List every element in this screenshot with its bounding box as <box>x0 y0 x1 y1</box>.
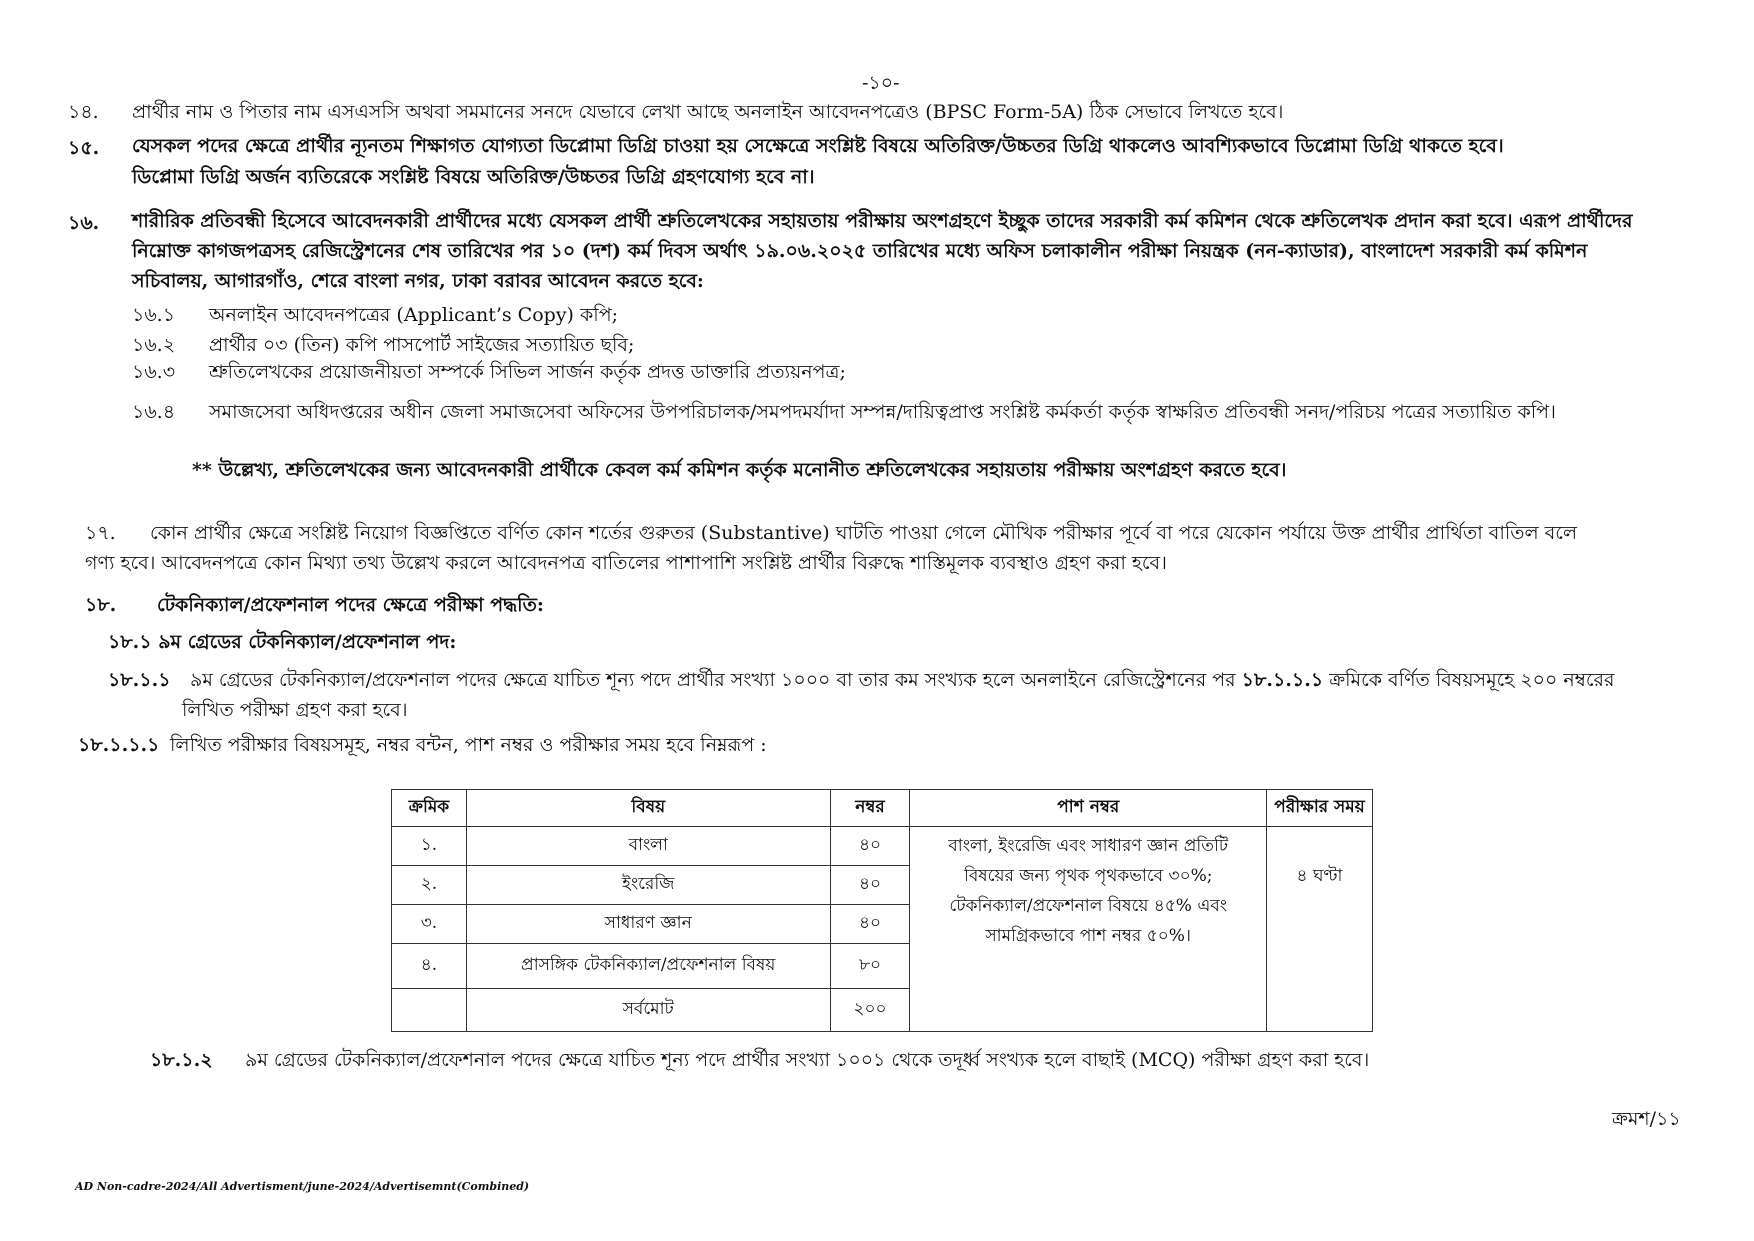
header-pass-marks: পাশ নম্বর <box>910 790 1267 827</box>
item-16-3-text: শ্রুতিলেখকের প্রয়োজনীয়তা সম্পর্কে সিভিল সার্জন কর্তৃক প্রদত্ত ডাক্তারি প্রত্যয়নপত্র; <box>209 361 846 383</box>
item-18-1-1-text-b: ক্রমিকে বর্ণিত বিষয়সমূহে ২০০ নম্বরের <box>1329 669 1615 691</box>
pass-line: বিষয়ের জন্য পৃথক পৃথকভাবে ৩০%; <box>963 866 1213 886</box>
subject-cell: ইংরেজি <box>466 866 830 905</box>
continued-marker: ক্রমশ/১১ <box>1612 1108 1681 1130</box>
exam-time-cell <box>1267 827 1373 1032</box>
exam-table <box>391 789 1373 1032</box>
item-18-1-1-line-2: লিখিত পরীক্ষা গ্রহণ করা হবে। <box>182 699 408 721</box>
item-16-2-text: প্রার্থীর ০৩ (তিন) কপি পাসপোর্ট সাইজের সত্যায়িত ছবি; <box>209 334 635 356</box>
table-row <box>392 827 1373 866</box>
item-16-4-text: সমাজসেবা অধিদপ্তরের অধীন জেলা সমাজসেবা অফিসের উপপরিচালক/সমপদমর্যাদা সম্পন্ন/দায়িত্বপ্রাপ্ত সংশ্লিষ্ট কর্মকর্তা কর্তৃক স্বাক্ষরিত প্রতিবন্ধী সনদ/পরিচয় পত্রের সত্যায়িত কপি। <box>209 401 1556 423</box>
pass-line: সামগ্রিকভাবে পাশ নম্বর ৫০%। <box>985 926 1192 946</box>
item-18-title: টেকনিক্যাল/প্রফেশনাল পদের ক্ষেত্রে পরীক্ষা পদ্ধতি: <box>157 594 544 616</box>
header-marks: নম্বর <box>830 790 910 827</box>
item-17-number: ১৭. <box>85 522 116 544</box>
serial-cell: ২. <box>392 866 467 905</box>
item-18-1-2-text: ৯ম গ্রেডের টেকনিক্যাল/প্রফেশনাল পদের ক্ষেত্রে যাচিত শূন্য পদে প্রার্থীর সংখ্যা ১০০১ থেকে তদূর্ধ্ব সংখ্যক হলে বাছাই (MCQ) পরীক্ষা গ্রহণ করা হবে। <box>245 1049 1370 1071</box>
item-16-1-number: ১৬.১ <box>132 304 176 326</box>
total-label-cell: সর্বমোট <box>466 989 830 1032</box>
serial-cell: ৩. <box>392 905 467 944</box>
item-14-number: ১৪. <box>68 101 99 123</box>
page-number: -১০- <box>862 72 900 94</box>
serial-cell-empty <box>392 989 467 1032</box>
serial-cell: ১. <box>392 827 467 866</box>
item-15-text: যেসকল পদের ক্ষেত্রে প্রার্থীর ন্যূনতম শিক্ষাগত যোগ্যতা ডিপ্লোমা ডিগ্রি চাওয়া হয় সেক্ষেত্রে সংশ্লিষ্ট বিষয়ে অতিরিক্ত/উচ্চতর ডিগ্রি থাকলেও আবশ্যিকভাবে ডিপ্লোমা ডিগ্রি থাকতে হবে। ডিপ্লোমা ডিগ্রি অর্জন ব্যতিরেকে সংশ্লিষ্ট বিষয়ে অতিরিক্ত/উচ্চতর ডিগ্রি গ্রহণযোগ্য হবে না। <box>132 135 1504 188</box>
item-18-1-1-1-number: ১৮.১.১.১ <box>78 734 160 756</box>
item-16-4-number: ১৬.৪ <box>132 401 176 423</box>
item-18-1-1-1-text: লিখিত পরীক্ষার বিষয়সমূহ, নম্বর বন্টন, পাশ নম্বর ও পরীক্ষার সময় হবে নিম্নরূপ : <box>170 734 767 756</box>
item-18-1-1-ref: ১৮.১.১.১ <box>1241 669 1324 691</box>
header-serial: ক্রমিক <box>392 790 467 827</box>
table-header-row <box>392 790 1373 827</box>
header-exam-time: পরীক্ষার সময় <box>1267 790 1373 827</box>
footer-file-path: AD Non-cadre-2024/All Advertisment/june-2024/Advertisemnt(Combined) <box>75 1180 530 1193</box>
pass-line: বাংলা, ইংরেজি এবং সাধারণ জ্ঞান প্রতিটি <box>948 836 1229 856</box>
item-16-note: ** উল্লেখ্য, শ্রুতিলেখকের জন্য আবেদনকারী প্রার্থীকে কেবল কর্ম কমিশন কর্তৃক মনোনীত শ্রুতিলেখকের সহায়তায় পরীক্ষায় অংশগ্রহণ করতে হবে। <box>192 459 1287 481</box>
item-18-1-1-number: ১৮.১.১ <box>108 669 171 691</box>
item-16-number: ১৬. <box>68 212 100 234</box>
item-18-1-1-line-1 <box>190 665 1670 695</box>
marks-cell: ৪০ <box>830 827 910 866</box>
item-18-1-2-number: ১৮.১.২ <box>150 1049 213 1071</box>
pass-line: টেকনিক্যাল/প্রফেশনাল বিষয়ে ৪৫% এবং <box>949 896 1228 916</box>
item-16-text: শারীরিক প্রতিবন্ধী হিসেবে আবেদনকারী প্রার্থীদের মধ্যে যেসকল প্রার্থী শ্রুতিলেখকের সহায়তায় পরীক্ষায় অংশগ্রহণে ইচ্ছুক তাদের সরকারী কর্ম কমিশন থেকে শ্রুতিলেখক প্রদান করা হবে। এরূপ প্রার্থীদের নিম্নোক্ত কাগজপত্রসহ রেজিস্ট্রেশনের শেষ তারিখের পর ১০ (দশ) কর্ম দিবস অর্থাৎ ১৯.০৬.২০২৫ তারিখের মধ্যে অফিস চলাকালীন পরীক্ষা নিয়ন্ত্রক (নন-ক্যাডার), বাংলাদেশ সরকারী কর্ম কমিশন সচিবালয়, আগারগাঁও, শেরে বাংলা নগর, ঢাকা বরাবর আবেদন করতে হবে: <box>132 210 1633 292</box>
item-18-1-heading: ১৮.১ ৯ম গ্রেডের টেকনিক্যাল/প্রফেশনাল পদ: <box>108 631 457 653</box>
total-marks-cell: ২০০ <box>830 989 910 1032</box>
marks-cell: ৪০ <box>830 905 910 944</box>
item-17-line-1: কোন প্রার্থীর ক্ষেত্রে সংশ্লিষ্ট নিয়োগ বিজ্ঞপ্তিতে বর্ণিত কোন শর্তের গুরুতর (Substantive) ঘাটতি পাওয়া গেলে মৌখিক পরীক্ষার পূর্বে বা পরে যেকোন পর্যায়ে উক্ত প্রার্থীর প্রার্থিতা বাতিল বলে <box>150 522 1578 544</box>
subject-cell: বাংলা <box>466 827 830 866</box>
exam-time-value: ৪ ঘণ্টা <box>1296 866 1343 886</box>
item-18-1-1-text-a: ৯ম গ্রেডের টেকনিক্যাল/প্রফেশনাল পদের ক্ষেত্রে যাচিত শূন্য পদে প্রার্থীর সংখ্যা ১০০০ বা তার কম সংখ্যক হলে অনলাইনে রেজিস্ট্রেশনের পর <box>190 669 1236 691</box>
item-16-2-number: ১৬.২ <box>132 334 176 356</box>
item-14-text: প্রার্থীর নাম ও পিতার নাম এসএসসি অথবা সমমানের সনদে যেভাবে লেখা আছে অনলাইন আবেদনপত্রেও (BPSC Form-5A) ঠিক সেভাবে লিখতে হবে। <box>132 101 1284 123</box>
pass-marks-cell <box>910 827 1267 1032</box>
item-18-number: ১৮. <box>85 594 117 616</box>
header-subject: বিষয় <box>466 790 830 827</box>
item-17-line-2: গণ্য হবে। আবেদনপত্রে কোন মিথ্যা তথ্য উল্লেখ করলে আবেদনপত্র বাতিলের পাশাপাশি সংশ্লিষ্ট প্রার্থীর বিরুদ্ধে শাস্তিমূলক ব্যবস্থাও গ্রহণ করা হবে। <box>85 552 1167 574</box>
item-16-1-text: অনলাইন আবেদনপত্রের (Applicant’s Copy) কপি; <box>209 304 619 326</box>
subject-cell: প্রাসঙ্গিক টেকনিক্যাল/প্রফেশনাল বিষয় <box>466 944 830 989</box>
subject-cell: সাধারণ জ্ঞান <box>466 905 830 944</box>
marks-cell: ৪০ <box>830 866 910 905</box>
item-16-3-number: ১৬.৩ <box>132 361 176 383</box>
item-15-number: ১৫. <box>68 137 100 159</box>
marks-cell: ৮০ <box>830 944 910 989</box>
serial-cell: ৪. <box>392 944 467 989</box>
